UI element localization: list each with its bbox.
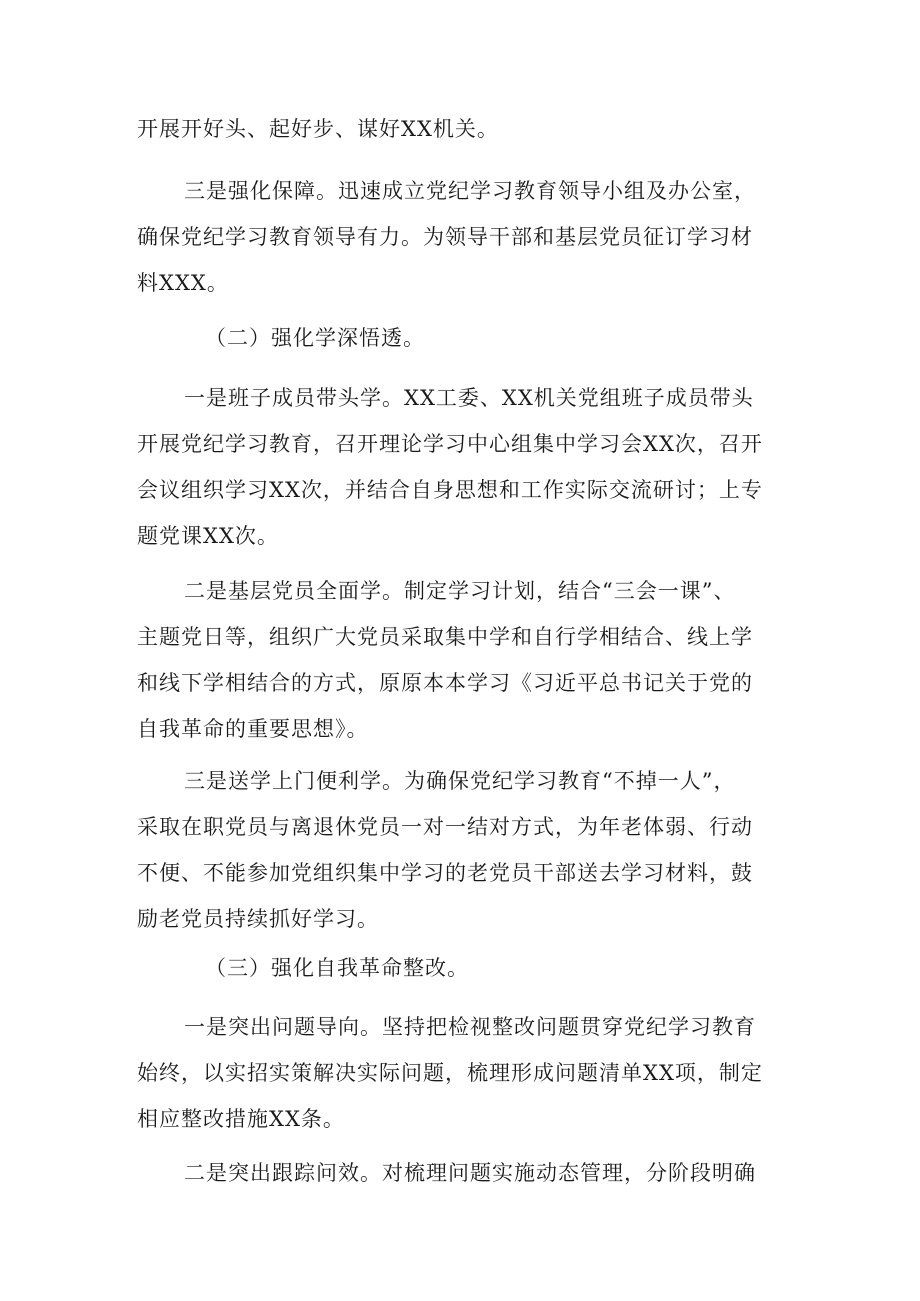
text-line: 一是突出问题导向。坚持把检视整改问题贯穿党纪学习教育 — [184, 1015, 756, 1039]
text-line: 确保党纪学习教育领导有力。为领导干部和基层党员征订学习材 — [137, 225, 753, 249]
text-line: 开展党纪学习教育，召开理论学习中心组集中学习会XX次，召开 — [137, 432, 763, 456]
text-line: 题党课XX次。 — [137, 524, 279, 548]
text-line: 二是突出跟踪问效。对梳理问题实施动态管理，分阶段明确 — [184, 1161, 756, 1185]
text-line: 自我革命的重要思想》。 — [137, 717, 369, 741]
heading-text: （二）强化学深悟透。 — [205, 326, 425, 350]
section-heading-3 — [137, 945, 797, 991]
heading-text: （三）强化自我革命整改。 — [205, 956, 469, 980]
text-line: 料XXX。 — [137, 271, 229, 295]
text-line: 相应整改措施XX条。 — [137, 1107, 345, 1131]
paragraph-track-effect — [137, 1150, 797, 1196]
paragraph-leaders-learn — [137, 375, 797, 559]
paragraph-deliver-learning — [137, 758, 797, 942]
text-line: 采取在职党员与离退休党员一对一结对方式，为年老体弱、行动 — [137, 815, 753, 839]
paragraph-continuation — [137, 106, 797, 152]
text-line: 三是强化保障。迅速成立党纪学习教育领导小组及办公室， — [184, 179, 756, 203]
paragraph-strengthen-guarantee — [137, 168, 797, 306]
text-line: 一是班子成员带头学。XX工委、XX机关党组班子成员带头 — [184, 386, 754, 410]
text-line: 和线下学相结合的方式，原原本本学习《习近平总书记关于党的 — [137, 671, 753, 695]
paragraph-problem-oriented — [137, 1004, 797, 1142]
text-line: 始终，以实招实策解决实际问题，梳理形成问题清单XX项，制定 — [137, 1061, 763, 1085]
section-heading-2 — [137, 315, 797, 361]
paragraph-members-learn — [137, 568, 797, 752]
text-line: 会议组织学习XX次，并结合自身思想和工作实际交流研讨；上专 — [137, 478, 763, 502]
text-line: 二是基层党员全面学。制定学习计划，结合“三会一课”、 — [184, 579, 736, 603]
text-line: 励老党员持续抓好学习。 — [137, 907, 379, 931]
text-line: 三是送学上门便利学。为确保党纪学习教育“不掉一人”， — [184, 769, 736, 793]
text-line: 开展开好头、起好步、谋好XX机关。 — [137, 117, 499, 141]
text-line: 主题党日等，组织广大党员采取集中学和自行学相结合、线上学 — [137, 625, 753, 649]
text-line: 不便、不能参加党组织集中学习的老党员干部送去学习材料，鼓 — [137, 861, 753, 885]
